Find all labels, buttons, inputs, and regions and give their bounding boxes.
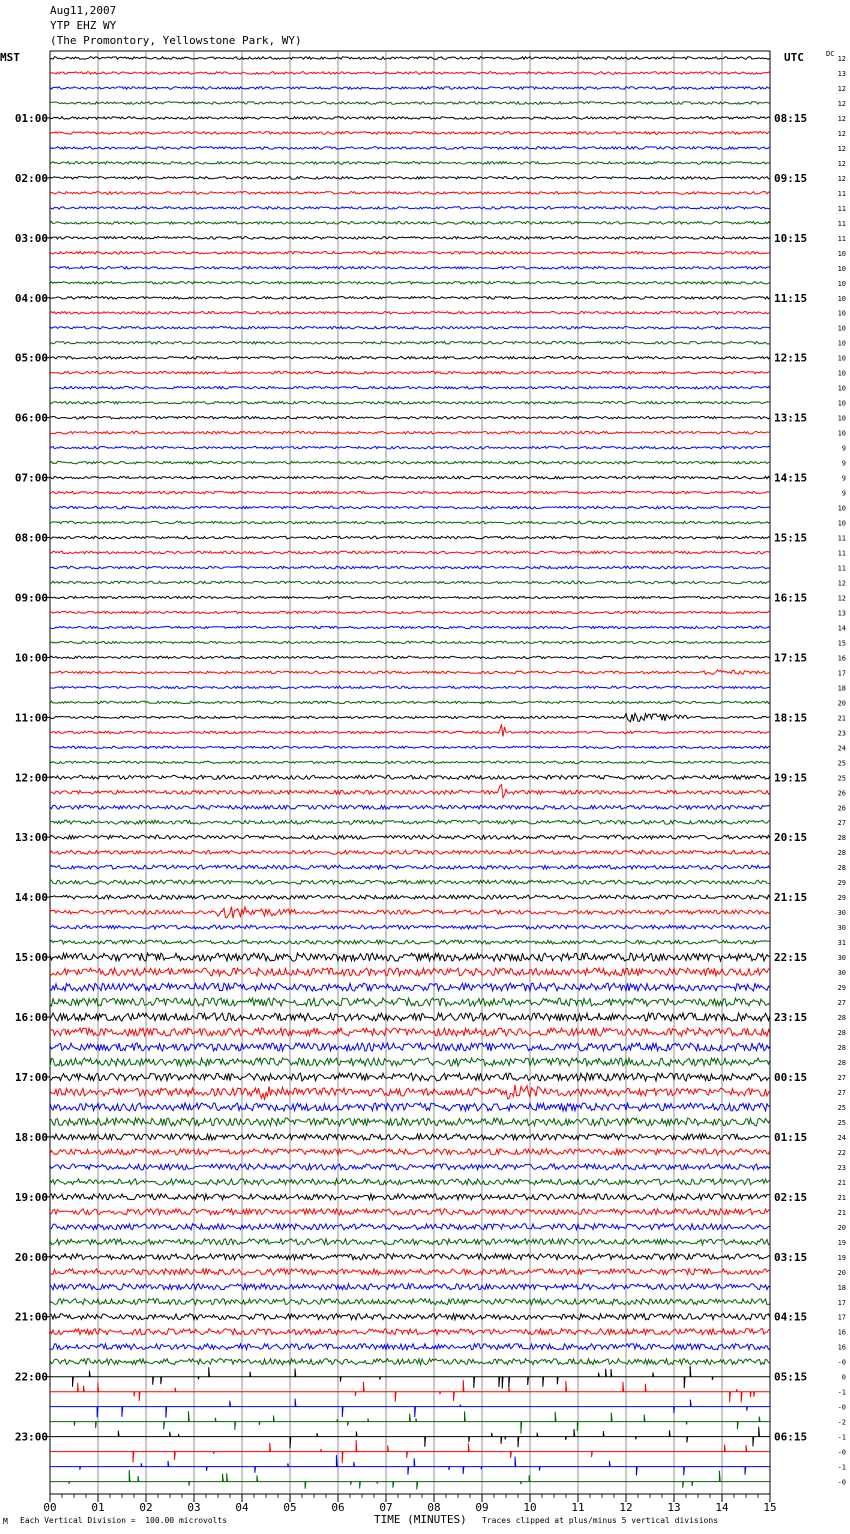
dc-offset-label: 10 <box>837 264 846 273</box>
trace-row <box>50 1179 770 1185</box>
trace-row <box>50 805 770 809</box>
dc-offset-label: -1 <box>837 1433 846 1442</box>
left-hour-label: 01:00 <box>14 111 48 125</box>
trace-row <box>50 1073 770 1081</box>
trace-row <box>50 1269 770 1275</box>
left-hour-label: 02:00 <box>14 171 48 185</box>
trace-row <box>50 102 770 105</box>
trace-row <box>50 880 770 884</box>
dc-offset-label: 25 <box>837 774 846 783</box>
trace-row <box>50 1254 770 1260</box>
dc-offset-label: 23 <box>837 1163 846 1172</box>
dc-offset-label: 29 <box>837 879 846 888</box>
trace-row <box>50 1224 770 1230</box>
dc-offset-label: 10 <box>837 414 846 423</box>
station-location: (The Promontory, Yellowstone Park, WY) <box>50 34 302 47</box>
dc-offset-label: 20 <box>837 1268 846 1277</box>
x-tick-label: 05 <box>283 1501 297 1514</box>
trace-row <box>50 416 770 419</box>
left-hour-label: 23:00 <box>14 1430 48 1444</box>
dc-offset-label: 27 <box>837 999 846 1008</box>
right-hour-label: 02:15 <box>774 1190 808 1204</box>
trace-row <box>50 940 770 944</box>
trace-row <box>50 1118 770 1126</box>
dc-offset-label: 12 <box>837 114 846 123</box>
trace-row <box>50 1314 770 1320</box>
trace-row <box>50 312 770 315</box>
clip-note: Traces clipped at plus/minus 5 vertical divisions <box>482 1516 719 1525</box>
dc-offset-label: 28 <box>837 849 846 858</box>
dc-offset-label: 12 <box>837 55 846 63</box>
left-hour-label: 17:00 <box>14 1070 48 1084</box>
trace-row <box>50 132 770 135</box>
dc-offset-label: 9 <box>841 474 846 483</box>
trace-row <box>50 581 770 584</box>
dc-offset-label: 12 <box>837 594 846 603</box>
dc-offset-label: 11 <box>837 189 846 198</box>
dc-offset-label: 16 <box>837 1328 846 1337</box>
dc-offset-label: 10 <box>837 309 846 318</box>
x-tick-label: 15 <box>763 1501 777 1514</box>
trace-row <box>50 551 770 554</box>
right-hour-label: 01:15 <box>774 1130 808 1144</box>
dc-offset-label: 10 <box>837 504 846 513</box>
trace-row <box>50 566 770 569</box>
trace-row <box>50 57 770 60</box>
left-hour-label: 11:00 <box>14 711 48 725</box>
x-tick-label: 02 <box>139 1501 153 1514</box>
dc-offset-label: 27 <box>837 1073 846 1082</box>
dc-offset-label: 12 <box>837 129 846 138</box>
trace-row <box>50 1209 770 1215</box>
left-hour-label: 15:00 <box>14 951 48 965</box>
dc-offset-label: 12 <box>837 159 846 168</box>
dc-offset-label: 9 <box>841 444 846 453</box>
trace-row <box>50 925 770 929</box>
trace-row <box>50 1359 770 1365</box>
x-tick-label: 01 <box>91 1501 105 1514</box>
dc-offset-label: 13 <box>837 69 846 78</box>
trace-row <box>50 147 770 150</box>
trace-row <box>50 998 770 1006</box>
right-hour-label: 23:15 <box>774 1011 808 1025</box>
right-hour-label: 20:15 <box>774 831 808 845</box>
dc-offset-header: DC <box>826 50 835 58</box>
dc-offset-label: 26 <box>837 789 846 798</box>
dc-offset-label: 28 <box>837 1044 846 1053</box>
dc-offset-label: 12 <box>837 174 846 183</box>
dc-offset-label: 18 <box>837 1283 846 1292</box>
trace-row <box>50 222 770 225</box>
dc-offset-label: 10 <box>837 384 846 393</box>
left-hour-label: 13:00 <box>14 831 48 845</box>
dc-offset-label: 14 <box>837 624 846 633</box>
trace-row <box>50 1470 770 1490</box>
trace-row <box>50 907 770 919</box>
dc-offset-label: 28 <box>837 864 846 873</box>
dc-offset-label: 9 <box>841 489 846 498</box>
right-hour-label: 22:15 <box>774 951 808 965</box>
dc-offset-label: 31 <box>837 939 846 948</box>
trace-row <box>50 282 770 285</box>
dc-offset-label: 10 <box>837 429 846 438</box>
corner-mark: M <box>3 1517 8 1526</box>
dc-offset-label: 30 <box>837 969 846 978</box>
right-hour-label: 14:15 <box>774 471 808 485</box>
trace-row <box>50 446 770 449</box>
right-hour-label: 04:15 <box>774 1310 808 1324</box>
right-hour-label: 15:15 <box>774 531 808 545</box>
dc-offset-label: 24 <box>837 1133 846 1142</box>
dc-offset-label: 15 <box>837 639 846 648</box>
trace-row <box>50 341 770 344</box>
x-axis-label: TIME (MINUTES) <box>374 1513 467 1526</box>
dc-offset-label: 19 <box>837 1238 846 1247</box>
dc-offset-label: 10 <box>837 279 846 288</box>
trace-row <box>50 297 770 300</box>
dc-offset-label: -0 <box>837 1358 846 1367</box>
dc-offset-label: 28 <box>837 1029 846 1038</box>
right-hour-label: 21:15 <box>774 891 808 905</box>
trace-row <box>50 1440 770 1463</box>
trace-row <box>50 713 770 721</box>
plot-date: Aug11,2007 <box>50 4 117 17</box>
dc-offset-label: 11 <box>837 549 846 558</box>
trace-row <box>50 267 770 270</box>
trace-row <box>50 775 770 779</box>
trace-row <box>50 983 770 991</box>
dc-offset-label: 27 <box>837 1088 846 1097</box>
dc-offset-label: 17 <box>837 669 846 678</box>
trace-row <box>50 1239 770 1245</box>
dc-offset-label: 11 <box>837 534 846 543</box>
left-hour-label: 03:00 <box>14 231 48 245</box>
trace-row <box>50 835 770 839</box>
trace-row <box>50 87 770 90</box>
trace-row <box>50 356 770 359</box>
right-hour-label: 06:15 <box>774 1430 808 1444</box>
trace-row <box>50 785 770 798</box>
x-tick-label: 03 <box>187 1501 201 1514</box>
dc-offset-label: 17 <box>837 1313 846 1322</box>
right-hour-label: 09:15 <box>774 171 808 185</box>
trace-row <box>50 1194 770 1200</box>
trace-row <box>50 865 770 869</box>
dc-offset-label: -1 <box>837 1463 846 1472</box>
dc-offset-label: 10 <box>837 339 846 348</box>
dc-offset-label: 23 <box>837 729 846 738</box>
trace-row <box>50 656 770 658</box>
dc-offset-label: -1 <box>837 1388 846 1397</box>
dc-offset-label: 30 <box>837 909 846 918</box>
dc-offset-label: 16 <box>837 1343 846 1352</box>
x-tick-label: 14 <box>715 1501 729 1514</box>
x-tick-label: 06 <box>331 1501 345 1514</box>
dc-offset-label: 25 <box>837 1103 846 1112</box>
trace-row <box>50 506 770 509</box>
trace-row <box>50 1164 770 1170</box>
right-hour-label: 12:15 <box>774 351 808 365</box>
trace-row <box>50 1299 770 1305</box>
dc-offset-label: 28 <box>837 1014 846 1023</box>
left-hour-label: 19:00 <box>14 1190 48 1204</box>
x-tick-label: 13 <box>667 1501 681 1514</box>
trace-row <box>50 761 770 763</box>
dc-offset-label: 22 <box>837 1148 846 1157</box>
trace-row <box>50 536 770 539</box>
left-hour-label: 05:00 <box>14 351 48 365</box>
trace-row <box>50 192 770 195</box>
dc-offset-label: 20 <box>837 699 846 708</box>
trace-row <box>50 895 770 899</box>
trace-row <box>50 1134 770 1140</box>
dc-offset-label: 24 <box>837 744 846 753</box>
station-code: YTP EHZ WY <box>50 19 117 32</box>
dc-offset-label: -0 <box>837 1478 846 1487</box>
trace-row <box>50 117 770 120</box>
x-tick-label: 12 <box>619 1501 633 1514</box>
right-hour-label: 16:15 <box>774 591 808 605</box>
trace-row <box>50 1149 770 1155</box>
trace-row <box>50 1043 770 1051</box>
trace-row <box>50 1411 770 1433</box>
right-hour-label: 00:15 <box>774 1070 808 1084</box>
left-hour-label: 10:00 <box>14 651 48 665</box>
trace-row <box>50 670 770 674</box>
trace-row <box>50 1380 770 1402</box>
trace-row <box>50 611 770 613</box>
dc-offset-label: -0 <box>837 1448 846 1457</box>
right-hour-label: 11:15 <box>774 291 808 305</box>
right-hour-label: 17:15 <box>774 651 808 665</box>
dc-offset-label: 9 <box>841 459 846 468</box>
right-timezone-label: UTC <box>784 51 804 64</box>
dc-offset-label: 11 <box>837 234 846 243</box>
trace-row <box>50 252 770 255</box>
dc-offset-label: 25 <box>837 1118 846 1127</box>
trace-row <box>50 1427 770 1449</box>
left-hour-label: 21:00 <box>14 1310 48 1324</box>
dc-offset-label: 11 <box>837 219 846 228</box>
dc-offset-label: 20 <box>837 1223 846 1232</box>
trace-row <box>50 596 770 598</box>
left-hour-label: 09:00 <box>14 591 48 605</box>
dc-offset-label: 28 <box>837 834 846 843</box>
dc-offset-label: 17 <box>837 1298 846 1307</box>
dc-offset-label: 10 <box>837 249 846 258</box>
left-hour-label: 06:00 <box>14 411 48 425</box>
left-hour-label: 14:00 <box>14 891 48 905</box>
trace-row <box>50 1103 770 1111</box>
dc-offset-label: 28 <box>837 1058 846 1067</box>
trace-row <box>50 686 770 688</box>
dc-offset-label: 21 <box>837 1193 846 1202</box>
dc-offset-label: 25 <box>837 759 846 768</box>
dc-offset-label: 10 <box>837 399 846 408</box>
trace-row <box>50 162 770 165</box>
right-hour-label: 05:15 <box>774 1370 808 1384</box>
dc-offset-label: 11 <box>837 564 846 573</box>
right-hour-label: 08:15 <box>774 111 808 125</box>
x-tick-label: 10 <box>523 1501 537 1514</box>
trace-row <box>50 237 770 240</box>
dc-offset-label: 11 <box>837 204 846 213</box>
trace-row <box>50 431 770 434</box>
trace-row <box>50 850 770 854</box>
trace-row <box>50 820 770 824</box>
dc-offset-label: 12 <box>837 84 846 93</box>
scale-note: Each Vertical Division = 100.00 microvolts <box>20 1516 228 1525</box>
right-hour-label: 03:15 <box>774 1250 808 1264</box>
dc-offset-label: 12 <box>837 144 846 153</box>
left-hour-label: 22:00 <box>14 1370 48 1384</box>
x-tick-label: 11 <box>571 1501 585 1514</box>
trace-row <box>50 968 770 976</box>
left-hour-label: 12:00 <box>14 771 48 785</box>
dc-offset-label: -0 <box>837 1403 846 1412</box>
dc-offset-label: 21 <box>837 1208 846 1217</box>
trace-row <box>50 1366 770 1389</box>
dc-offset-label: 19 <box>837 1253 846 1262</box>
trace-row <box>50 491 770 494</box>
dc-offset-label: 27 <box>837 819 846 828</box>
trace-row <box>50 724 770 736</box>
left-hour-label: 07:00 <box>14 471 48 485</box>
left-hour-label: 04:00 <box>14 291 48 305</box>
left-hour-label: 08:00 <box>14 531 48 545</box>
trace-row <box>50 326 770 329</box>
trace-row <box>50 953 770 961</box>
right-hour-label: 13:15 <box>774 411 808 425</box>
dc-offset-label: -2 <box>837 1418 846 1427</box>
trace-row <box>50 461 770 464</box>
dc-offset-label: 10 <box>837 519 846 528</box>
dc-offset-label: 29 <box>837 894 846 903</box>
right-hour-label: 10:15 <box>774 231 808 245</box>
trace-row <box>50 1344 770 1350</box>
trace-row <box>50 1058 770 1066</box>
dc-offset-label: 10 <box>837 294 846 303</box>
dc-offset-label: 30 <box>837 924 846 933</box>
dc-offset-label: 10 <box>837 324 846 333</box>
dc-offset-label: 30 <box>837 954 846 963</box>
dc-offset-label: 16 <box>837 654 846 663</box>
trace-row <box>50 701 770 703</box>
trace-row <box>50 1013 770 1021</box>
trace-row <box>50 746 770 748</box>
dc-offset-label: 12 <box>837 579 846 588</box>
dc-offset-label: 12 <box>837 99 846 108</box>
trace-row <box>50 1329 770 1335</box>
right-hour-label: 19:15 <box>774 771 808 785</box>
dc-offset-label: 10 <box>837 369 846 378</box>
trace-row <box>50 72 770 75</box>
dc-offset-label: 18 <box>837 684 846 693</box>
x-tick-label: 09 <box>475 1501 489 1514</box>
x-tick-label: 08 <box>427 1501 441 1514</box>
trace-row <box>50 177 770 180</box>
dc-offset-label: 21 <box>837 1178 846 1187</box>
trace-row <box>50 626 770 628</box>
x-tick-label: 04 <box>235 1501 249 1514</box>
dc-offset-label: 0 <box>841 1373 846 1382</box>
trace-row <box>50 386 770 389</box>
trace-row <box>50 401 770 404</box>
left-hour-label: 16:00 <box>14 1011 48 1025</box>
trace-row <box>50 1455 770 1475</box>
trace-row <box>50 521 770 524</box>
left-hour-label: 20:00 <box>14 1250 48 1264</box>
x-tick-label: 07 <box>379 1501 393 1514</box>
x-tick-label: 00 <box>43 1501 57 1514</box>
trace-row <box>50 1028 770 1036</box>
dc-offset-label: 10 <box>837 354 846 363</box>
trace-row <box>50 476 770 479</box>
dc-offset-label: 21 <box>837 714 846 723</box>
dc-offset-label: 13 <box>837 609 846 618</box>
trace-row <box>50 1284 770 1290</box>
trace-row <box>50 641 770 643</box>
left-hour-label: 18:00 <box>14 1130 48 1144</box>
trace-row <box>50 1085 770 1100</box>
right-hour-label: 18:15 <box>774 711 808 725</box>
dc-offset-label: 26 <box>837 804 846 813</box>
dc-offset-label: 29 <box>837 984 846 993</box>
trace-row <box>50 371 770 374</box>
trace-row <box>50 207 770 210</box>
left-timezone-label: MST <box>0 51 20 64</box>
